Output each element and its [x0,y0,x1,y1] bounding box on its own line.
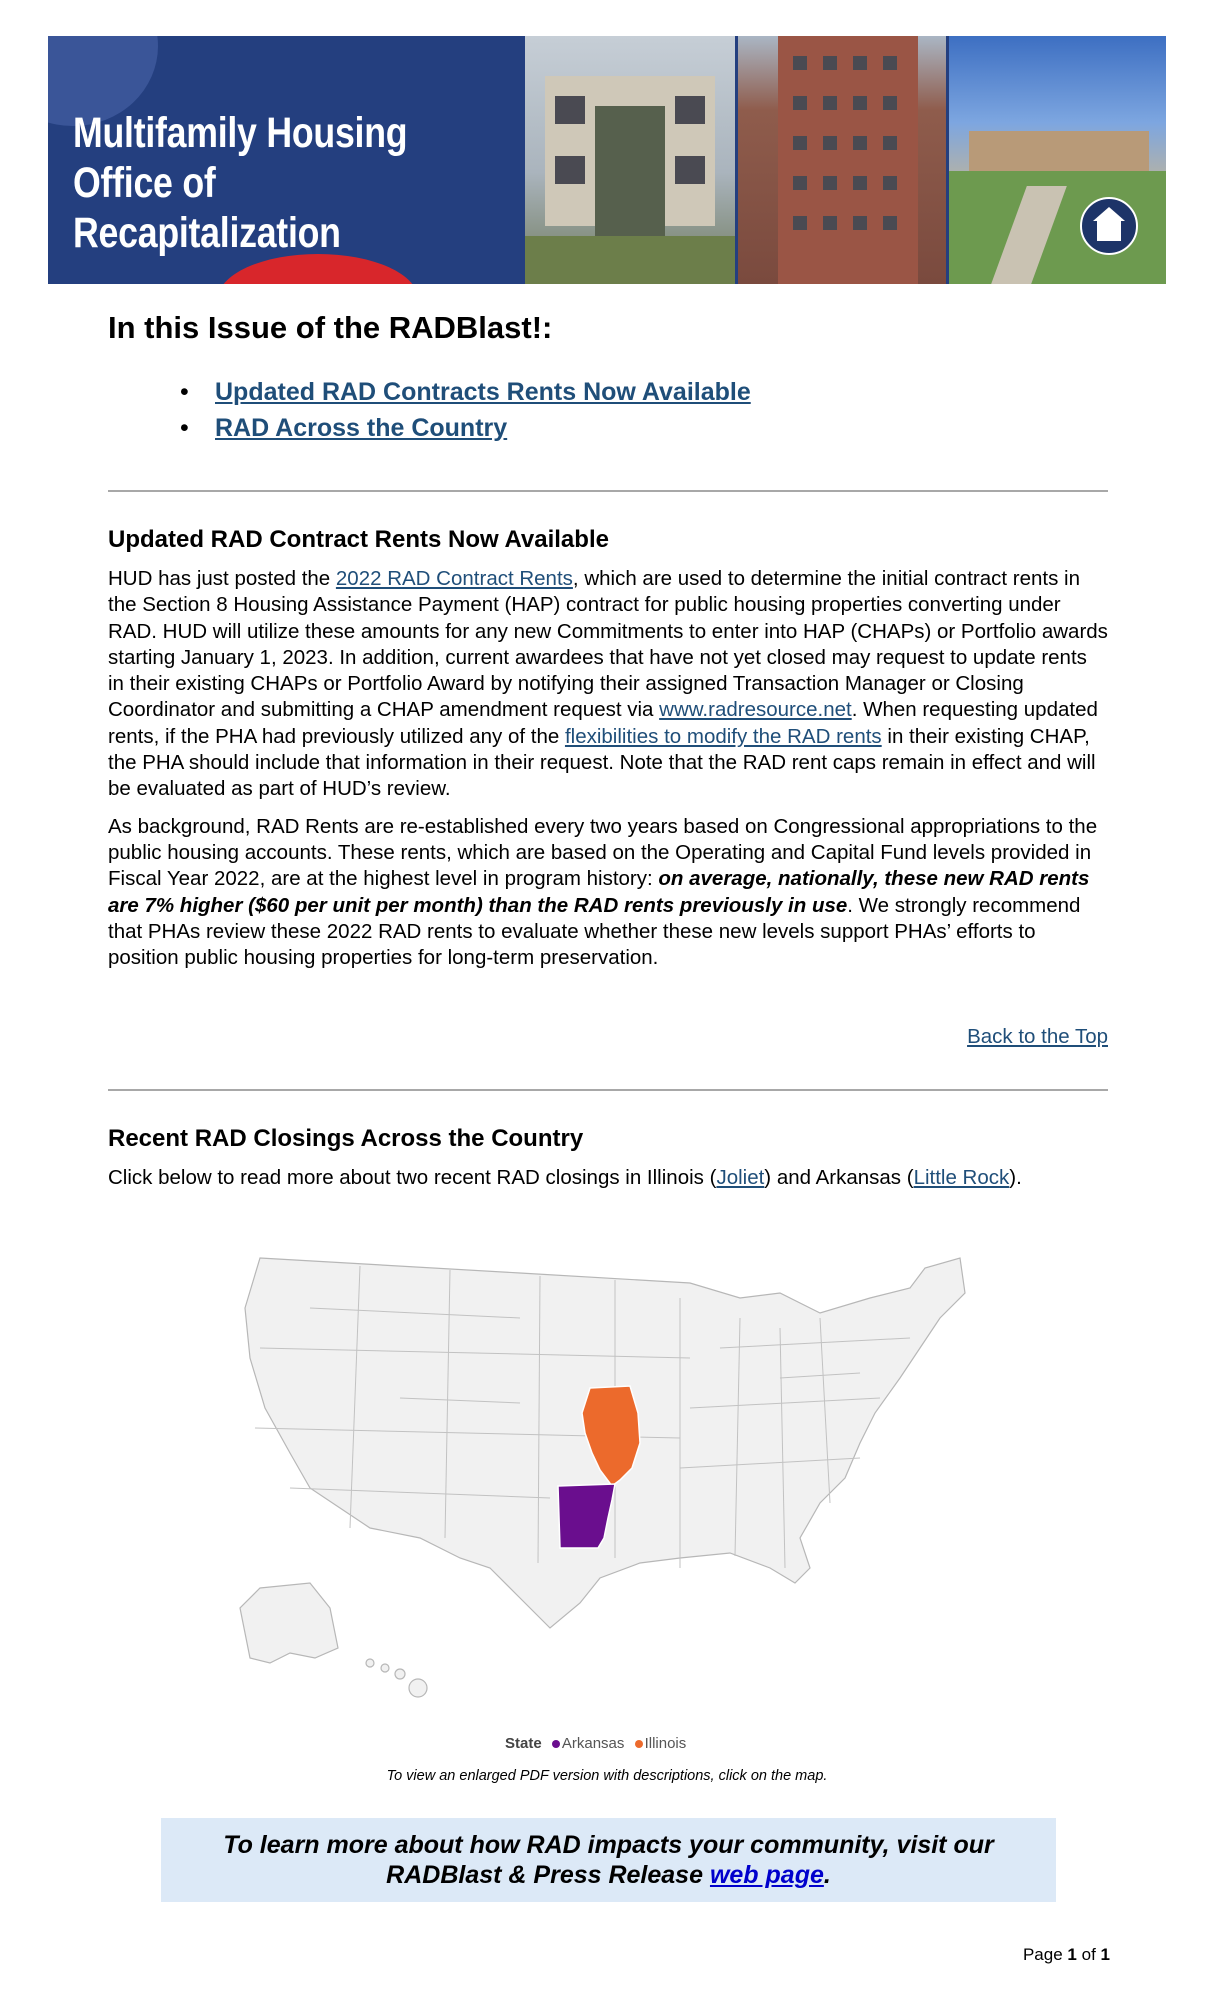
cta-line2 [161,1860,1056,1890]
current-page: 1 [1067,1945,1077,1964]
divider [108,1089,1108,1091]
section1-paragraph1 [108,566,1108,803]
legend-title: State [505,1735,542,1752]
link-2022-rad-contract-rents[interactable]: 2022 RAD Contract Rents [335,567,573,590]
map-caption: To view an enlarged PDF version with descriptions, click on the map. [386,1768,828,1784]
text: Page [1022,1945,1063,1964]
text: , which are used to determine the initial contract rents in the Section 8 Housing Assistance Payment (HAP) contract for public housing properties converting under RAD. HUD will utilize these amounts for any new Commitments to enter into HAP (CHAPs) or Portfolio awards starting January 1, 2023. In addition, current awardees that have not yet closed may request to update rents in their existing CHAPs or Portfolio Award by notifying their assigned Transaction Manager or Closing Coordinator and submitting a CHAP amendment request via [108,567,1108,722]
section2-heading: Recent RAD Closings Across the Country [108,1125,584,1152]
hud-seal-icon [1079,191,1139,261]
link-little-rock[interactable]: Little Rock [913,1166,1010,1189]
text: of [1081,1945,1096,1964]
cta-line1: To learn more about how RAD impacts your community, visit our [223,1831,994,1859]
section1-paragraph2 [108,814,1108,972]
legend-illinois-label: Illinois [644,1735,687,1752]
toc-link-rad-across-country[interactable]: RAD Across the Country [215,414,508,442]
text: As background, RAD Rents are re-established every two years based on Congressional appropriations to the public housing accounts. These rents, which are based on the Operating and Capital Fund levels provided in Fiscal Year 2022, are at the highest level in program history: [108,814,1098,891]
section1-heading: Updated RAD Contract Rents Now Available [108,526,609,553]
back-to-top-link[interactable]: Back to the Top [967,1025,1108,1048]
header-banner [48,36,1166,284]
page-number [1023,1945,1110,1965]
legend-arkansas-label: Arkansas [561,1735,625,1752]
text: ) and Arkansas ( [764,1166,914,1189]
text: RADBlast & Press Release [386,1861,710,1889]
banner-photo-brick-tower [738,36,946,284]
toc-item [180,410,751,446]
banner-title-line1: Multifamily Housing [73,109,408,157]
map-hawaii [366,1659,427,1697]
text: . [823,1861,831,1889]
map-alaska [240,1583,338,1663]
cta-web-page-link[interactable]: web page [709,1861,824,1889]
link-radresource[interactable]: www.radresource.net [659,698,852,722]
text: ). [1009,1166,1022,1189]
banner-photo-townhouse [525,36,735,284]
banner-title-line2: Office of Recapitalization [73,159,341,257]
link-joliet[interactable]: Joliet [716,1166,765,1189]
toc-item [180,374,751,410]
text: Click below to read more about two recent RAD closings in Illinois ( [108,1166,717,1189]
text: . We strongly recommend that PHAs review these 2022 RAD rents to evaluate whether these new levels support PHAs’ efforts to position public housing properties for long-term preservation. [108,893,1081,970]
legend-arkansas-swatch [552,1740,560,1748]
total-pages: 1 [1100,1945,1110,1964]
issue-heading: In this Issue of the RADBlast!: [108,310,553,345]
text: HUD has just posted the [108,567,336,590]
emphasis-text: on average, nationally, these new RAD rents are 7% higher ($60 per unit per month) than the RAD rents previously in use [108,867,1090,917]
us-map-graphic[interactable] [220,1238,995,1758]
section2-intro-text [108,1165,1108,1191]
map-legend [505,1735,686,1752]
us-map[interactable] [220,1238,995,1758]
link-flexibilities[interactable]: flexibilities to modify the RAD rents [564,724,882,748]
text: . When requesting updated rents, if the PHA had previously utilized any of the [108,698,1098,748]
divider [108,490,1108,492]
section1-body [108,566,1108,971]
legend-illinois-swatch [635,1740,643,1748]
cta-box [161,1818,1056,1902]
section2-intro [108,1165,1108,1191]
banner-photo-apartments [949,36,1166,284]
toc-link-rad-contract-rents[interactable]: Updated RAD Contracts Rents Now Available [215,378,751,406]
text: in their existing CHAP, the PHA should include that information in their request. Note that the RAD rent caps remain in effect and will be evaluated as part of HUD’s review. [108,724,1096,801]
banner-title [73,108,471,258]
issue-toc [180,374,751,446]
banner-red-arc [218,254,418,284]
